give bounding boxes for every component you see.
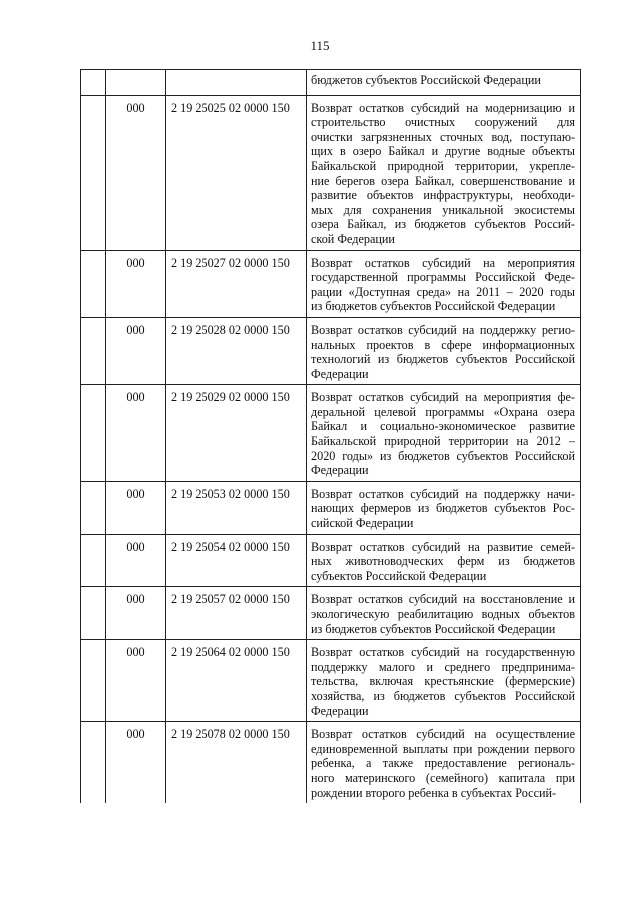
page-number: 115 [310,38,330,53]
description-line: Возврат остатков субсидий на осуществление [311,727,575,742]
description-line: сийской Федерации [311,516,414,531]
description-cell [307,317,581,384]
margin-cell [81,70,106,96]
description-line: рации «Доступная среда» на 2011 – 2020 годы [311,284,575,299]
table-row [81,317,581,384]
admin-code-cell: 000 [106,722,166,803]
table-row [81,534,581,587]
description-line: технологий из бюджетов субъектов Российской [311,352,575,367]
description-line: ных животноводческих ферм из бюджетов [311,554,575,569]
description-line: Возврат остатков субсидий на поддержку начи- [311,486,575,501]
description-line: рождении второго ребенка в субъектах Россий- [311,785,557,800]
description-line: поддержку малого и среднего предпринима- [311,659,575,674]
admin-code-cell: 000 [106,95,166,250]
table-row [81,640,581,722]
admin-code-cell: 000 [106,640,166,722]
description-line: мых для сохранения уникальной экосистемы [311,202,575,217]
admin-code-cell: 000 [106,385,166,482]
description-line: Возврат остатков субсидий на модернизацию и [311,100,575,115]
description-cell [307,95,581,250]
table-row [81,587,581,640]
description-line: Федерации [311,366,369,381]
description-line: Возврат остатков субсидий на мероприятия [311,255,575,270]
margin-cell [81,587,106,640]
admin-code-cell: 000 [106,317,166,384]
description-line: озера Байкал, из бюджетов субъектов Россий- [311,217,575,232]
description-line: хозяйства, из бюджетов субъектов Российской [311,688,575,703]
description-cell [307,70,581,96]
description-line: Федерации [311,703,369,718]
description-line: ние берегов озера Байкал, совершенствование и [311,173,575,188]
admin-code-cell: 000 [106,250,166,317]
description-line: строительство очистных сооружений для [311,115,575,130]
description-line: экологическую реабилитацию водных объектов [311,607,575,621]
description-cell [307,587,581,640]
description-line: развитие объектов инфраструктуры, необходи- [311,188,575,203]
description-line: Возврат остатков субсидий на восстановление и [311,592,575,607]
description-cell [307,250,581,317]
description-cell [307,640,581,722]
margin-cell [81,722,106,803]
budget-code-cell [166,70,307,96]
description-line: Возврат остатков субсидий на поддержку регио- [311,322,575,337]
description-line: тельства, включая крестьянские (фермерские) [311,674,575,689]
description-line: из бюджетов субъектов Российской Федерации [311,621,556,636]
table-body [81,70,581,804]
description-line: деральной целевой программы «Охрана озера [311,404,575,419]
margin-cell [81,481,106,534]
budget-code-cell: 2 19 25054 02 0000 150 [166,534,307,587]
admin-code-cell: 000 [106,534,166,587]
description-line: государственной программы Российской Феде- [311,270,575,285]
table-row [81,385,581,482]
description-line: очистки загрязненных сточных вод, поступаю- [311,129,575,144]
description-line: нающих фермеров из бюджетов субъектов Рос- [311,501,575,516]
description-line: Федерации [311,463,369,478]
admin-code-cell [106,70,166,96]
margin-cell [81,317,106,384]
table-row-continued [81,70,581,96]
budget-code-cell: 2 19 25029 02 0000 150 [166,385,307,482]
description-line: Возврат остатков субсидий на государственную [311,645,575,660]
margin-cell [81,95,106,250]
description-line: из бюджетов субъектов Российской Федерации [311,299,556,314]
margin-cell [81,640,106,722]
description-line: ребенка, а также предоставление региональ- [311,756,575,771]
description-line: ного материнского (семейного) капитала при [311,770,575,785]
description-line: субъектов Российской Федерации [311,568,487,583]
margin-cell [81,250,106,317]
description-cell [307,534,581,587]
table-row [81,95,581,250]
description-line: единовременной выплаты при рождении первого [311,741,575,756]
budget-codes-table [80,69,581,803]
description-line: Возврат остатков субсидий на мероприятия фе- [311,390,575,405]
description-line: Возврат остатков субсидий на развитие семей- [311,539,575,554]
budget-code-cell: 2 19 25078 02 0000 150 [166,722,307,803]
budget-code-cell: 2 19 25027 02 0000 150 [166,250,307,317]
description-cell [307,385,581,482]
table-row [81,250,581,317]
description-cell [307,481,581,534]
description-line: щих в озеро Байкал и другие водные объекты [311,144,575,159]
budget-code-cell: 2 19 25028 02 0000 150 [166,317,307,384]
budget-code-cell: 2 19 25053 02 0000 150 [166,481,307,534]
table-row [81,481,581,534]
description-line: ской Федерации [311,231,395,246]
description-line: Байкал и социально-экономическое развитие [311,419,575,434]
admin-code-cell: 000 [106,587,166,640]
table-row [81,722,581,803]
budget-code-cell: 2 19 25025 02 0000 150 [166,95,307,250]
margin-cell [81,385,106,482]
budget-code-cell: 2 19 25057 02 0000 150 [166,587,307,640]
description-cell [307,722,581,803]
description-line: нальных проектов в сфере информационных [311,337,575,352]
margin-cell [81,534,106,587]
admin-code-cell: 000 [106,481,166,534]
description-line: 2020 годы» из бюджетов субъектов Российской [311,448,575,463]
description-line: Байкальской природной территории на 2012 – [311,434,575,449]
description-line: Байкальской природной территории, укрепле- [311,158,575,173]
description-line: бюджетов субъектов Российской Федерации [311,73,541,87]
budget-code-cell: 2 19 25064 02 0000 150 [166,640,307,722]
